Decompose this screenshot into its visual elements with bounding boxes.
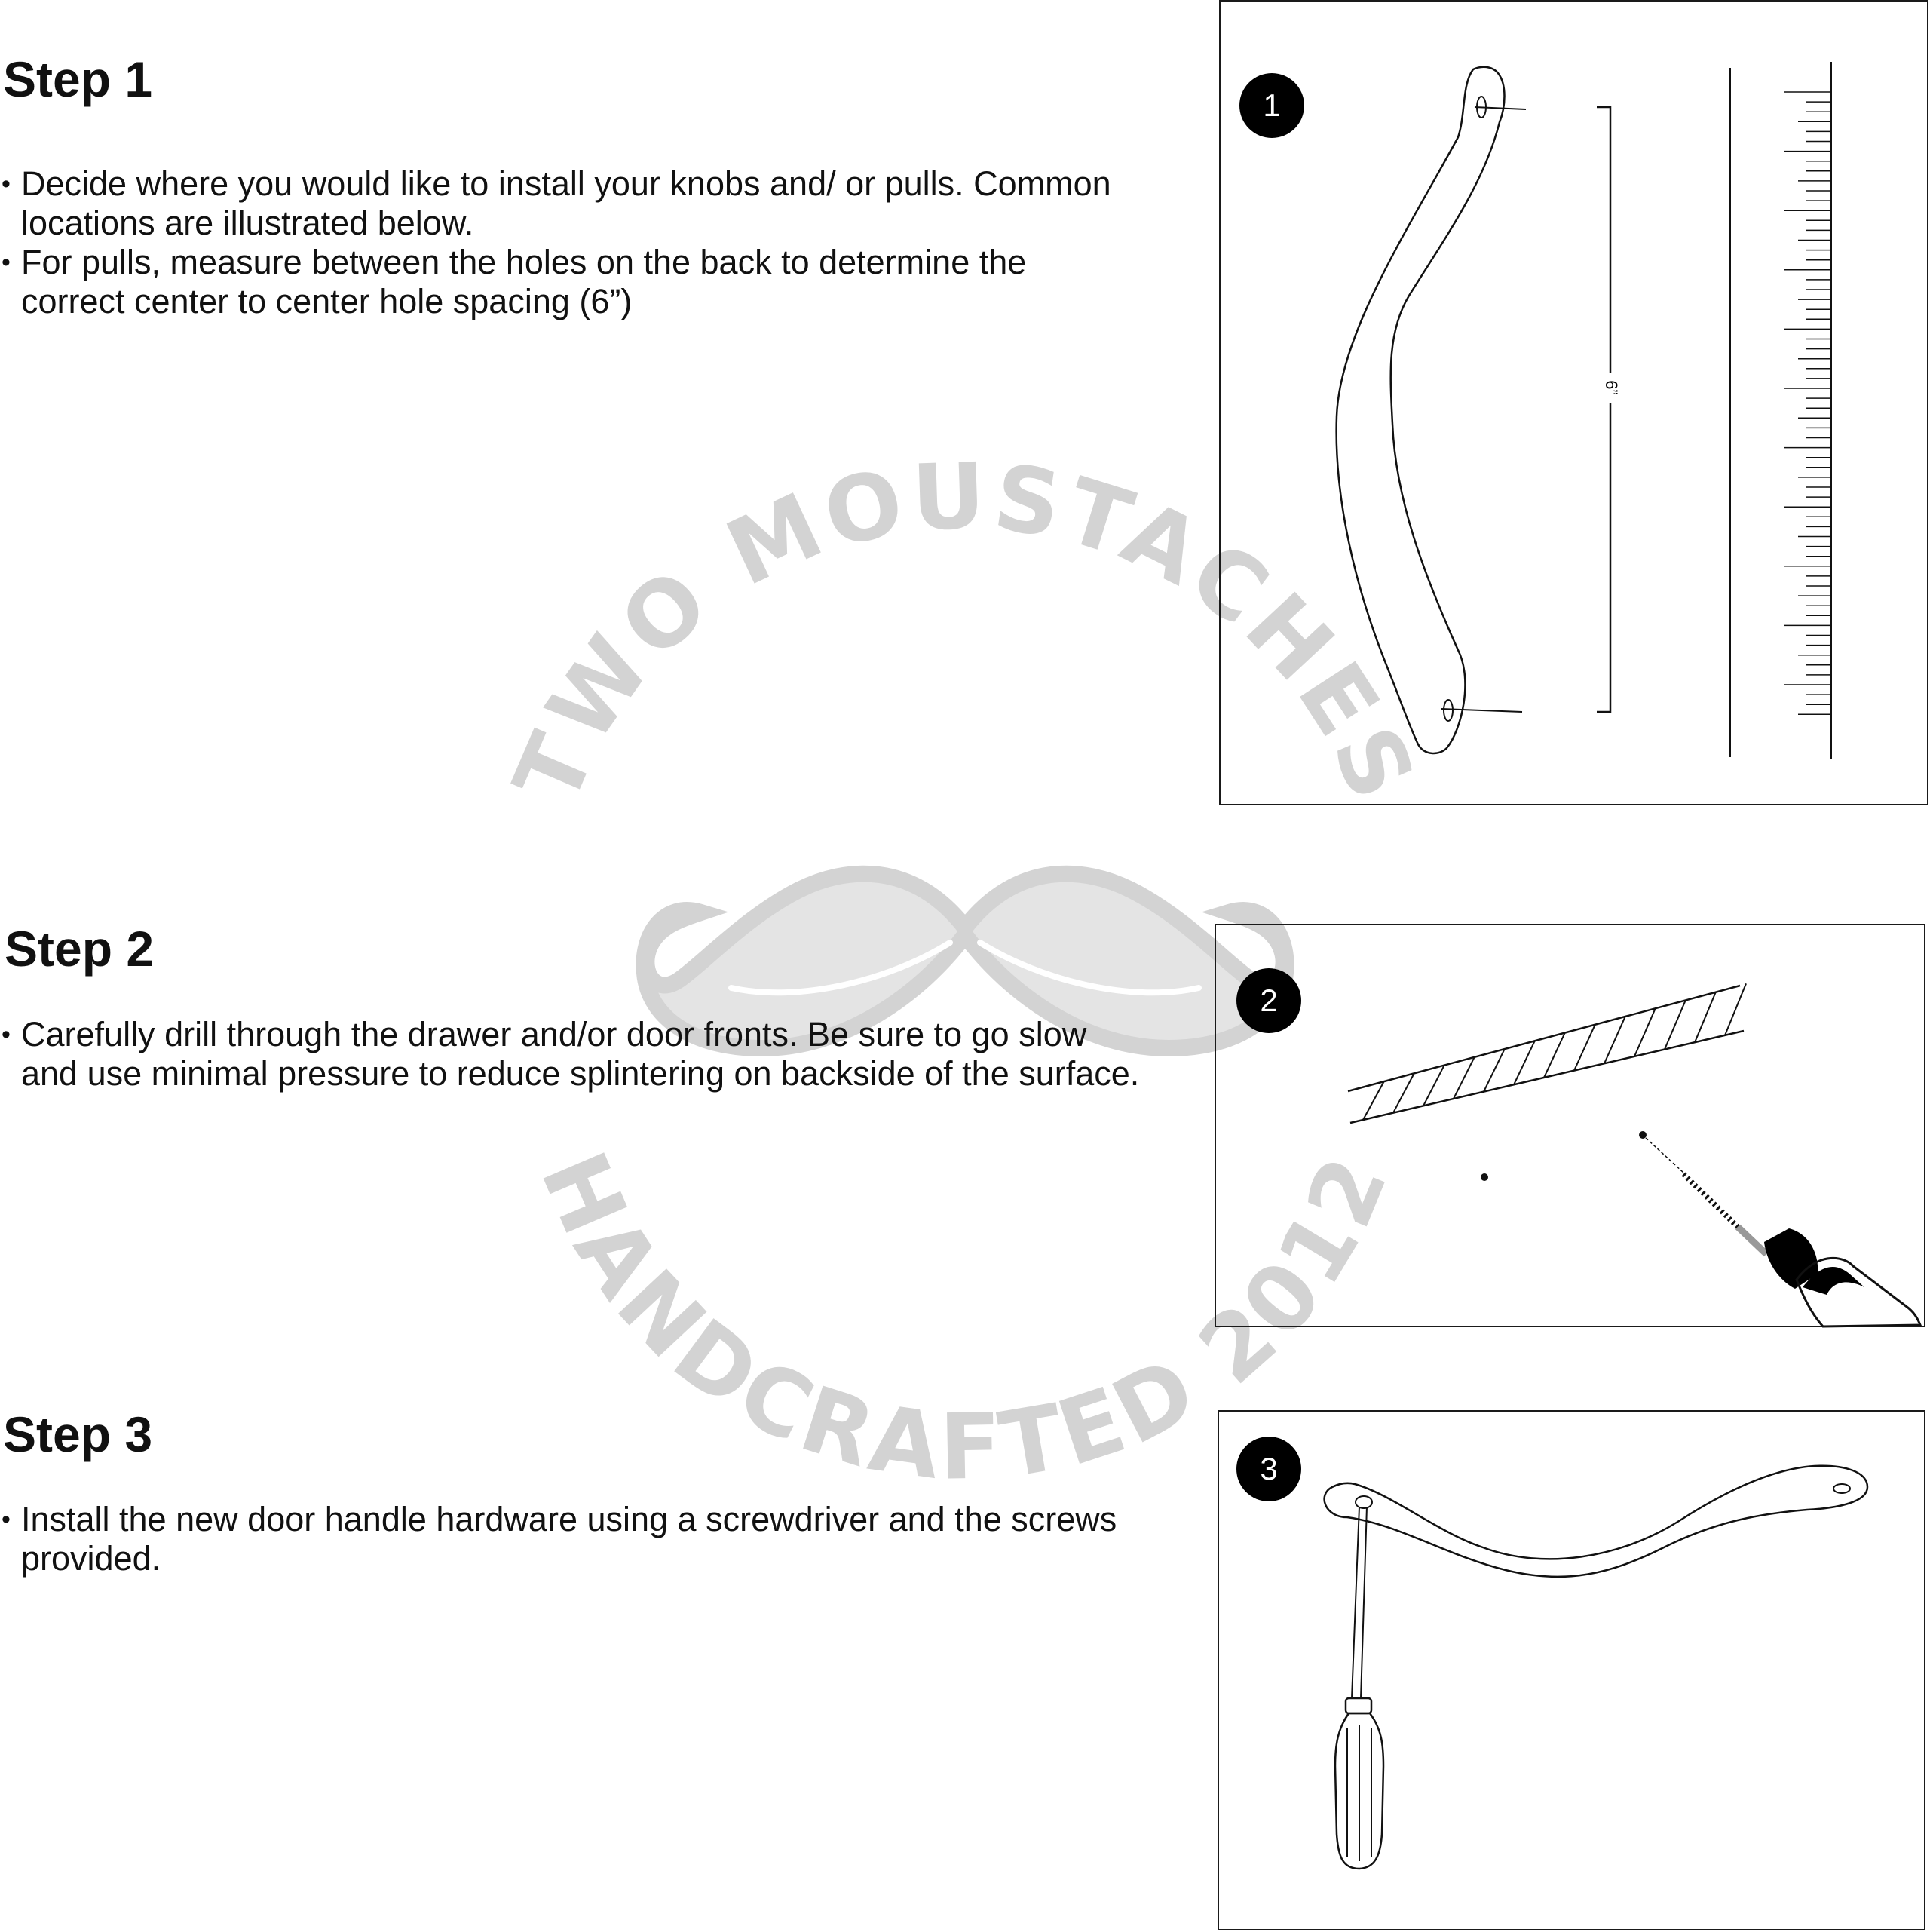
hatch-line <box>1544 1032 1565 1078</box>
step-1-badge: 1 <box>1239 73 1304 138</box>
hatch-line <box>1484 1049 1505 1092</box>
bottom-hole <box>1444 700 1453 721</box>
hatch-line <box>1454 1056 1475 1099</box>
step-1-bullet-2: • For pulls, measure between the holes on the back to determine the correct center to center hole spacing (6”) <box>2 243 1092 321</box>
step-3-bullet-1: • Install the new door handle hardware using a screwdriver and the screws provided. <box>2 1500 1182 1578</box>
board-hatch <box>1363 983 1746 1120</box>
drilling-drawing <box>1216 925 1927 1329</box>
hatch-line <box>1695 992 1716 1042</box>
step-3-title: Step 3 <box>3 1406 153 1462</box>
hatch-line <box>1725 983 1746 1035</box>
pilot-hole-right <box>1639 1131 1647 1139</box>
step-1-title: Step 1 <box>3 51 153 107</box>
ruler-ticks <box>1784 92 1831 714</box>
watermark-bottom-text: HANDCRAFTED 2012 <box>519 1138 1410 1501</box>
hatch-line <box>1514 1041 1535 1085</box>
step-2-bullets <box>2 1015 1140 1093</box>
step-1-bullets <box>2 164 1178 321</box>
dimension-bracket <box>1597 107 1610 712</box>
pull-handle-outline <box>1337 67 1505 753</box>
dimension-label: 6” <box>1602 380 1622 395</box>
watermark-top-text: TWO MOUSTACHES <box>495 443 1435 819</box>
step-3-badge: 3 <box>1236 1437 1301 1501</box>
hatch-line <box>1634 1008 1656 1056</box>
pull-handle-measure-drawing <box>1221 2 1930 807</box>
screw-head <box>1356 1496 1372 1508</box>
step-3-illustration-panel <box>1218 1410 1925 1930</box>
step-2-illustration-panel <box>1215 924 1925 1327</box>
hatch-line <box>1574 1024 1595 1070</box>
step-2-title: Step 2 <box>5 921 155 977</box>
screwdriver-install-drawing <box>1219 1412 1927 1932</box>
step-2-bullet-1: • Carefully drill through the drawer and/or door fronts. Be sure to go slow and use minimal pressure to reduce splintering on backside of the surface. <box>2 1015 1148 1093</box>
handle-hole <box>1834 1484 1850 1493</box>
step-1-bullet-1: • Decide where you would like to install your knobs and/ or pulls. Common locations are illustrated below. <box>2 164 1167 243</box>
hatch-line <box>1604 1016 1625 1063</box>
step-2-badge: 2 <box>1236 968 1301 1033</box>
step-1-illustration-panel <box>1219 0 1928 805</box>
pilot-hole-left <box>1481 1173 1488 1181</box>
hatch-line <box>1665 1000 1686 1050</box>
pull-handle-flat <box>1325 1466 1867 1577</box>
step-3-bullets <box>2 1500 1178 1578</box>
